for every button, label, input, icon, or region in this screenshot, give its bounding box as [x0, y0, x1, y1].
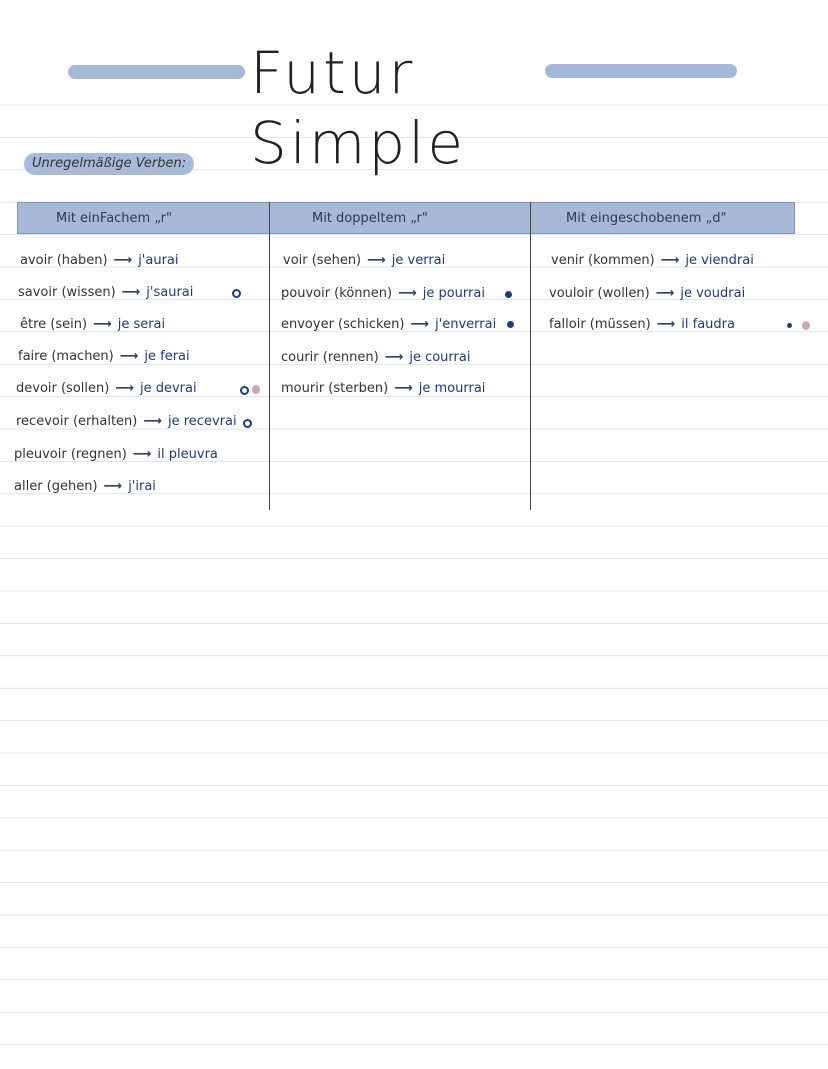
verb-future: je recevrai: [168, 414, 237, 429]
marker-dot-icon: [802, 321, 810, 330]
verb-infinitive: vouloir (wollen): [549, 286, 650, 301]
verb-infinitive: falloir (müssen): [549, 317, 651, 332]
verb-infinitive: mourir (sterben): [281, 381, 389, 396]
arrow-icon: ⟶: [143, 414, 162, 429]
verb-future: j'saurai: [146, 285, 194, 300]
title-underline-left: [68, 65, 245, 79]
table-header: [17, 202, 795, 234]
verb-infinitive: recevoir (erhalten): [16, 414, 138, 429]
arrow-icon: ⟶: [410, 317, 430, 332]
title-underline-right: [545, 64, 737, 78]
arrow-icon: ⟶: [103, 479, 123, 494]
verb-future: je pourrai: [422, 286, 485, 301]
arrow-icon: ⟶: [115, 381, 134, 396]
arrow-icon: ⟶: [655, 286, 675, 301]
verb-future: je voudrai: [680, 286, 746, 301]
verb-infinitive: voir (sehen): [283, 253, 362, 268]
list-item: [18, 282, 193, 304]
arrow-icon: ⟶: [398, 286, 417, 301]
marker-dot-icon: [252, 385, 260, 394]
column-header-double-r: Mit doppeltem „r": [312, 211, 428, 226]
list-item: [281, 378, 485, 400]
section-label: Unregelmäßige Verben:: [24, 153, 194, 175]
verb-future: il pleuvra: [157, 447, 218, 462]
list-item: [281, 283, 485, 305]
verb-future: j'enverrai: [435, 317, 497, 332]
verb-infinitive: devoir (sollen): [16, 381, 110, 396]
verb-future: il faudra: [681, 317, 735, 332]
verb-infinitive: envoyer (schicken): [281, 317, 405, 332]
column-header-single-r: Mit einFachem „r": [56, 211, 172, 226]
column-header-inserted-d: Mit eingeschobenem „d": [566, 211, 727, 226]
arrow-icon: ⟶: [132, 447, 152, 462]
marker-dot-icon: [243, 419, 252, 428]
verb-infinitive: pouvoir (können): [281, 286, 393, 301]
marker-dot-icon: [232, 289, 241, 298]
verb-future: j'aurai: [138, 253, 179, 268]
marker-dot-icon: [507, 321, 514, 328]
list-item: [549, 283, 745, 305]
arrow-icon: ⟶: [394, 381, 413, 396]
list-item: [281, 347, 470, 369]
list-item: [20, 314, 165, 336]
verb-infinitive: avoir (haben): [20, 253, 108, 268]
verb-future: je ferai: [144, 349, 190, 364]
verb-future: je viendrai: [685, 253, 754, 268]
list-item: [18, 346, 190, 368]
list-item: [14, 476, 156, 498]
verb-future: je verrai: [391, 253, 446, 268]
page-title: Futur Simple: [250, 39, 467, 177]
verb-infinitive: être (sein): [20, 317, 88, 332]
arrow-icon: ⟶: [384, 350, 404, 365]
arrow-icon: ⟶: [367, 253, 386, 268]
arrow-icon: ⟶: [113, 253, 133, 268]
column-divider: [269, 202, 270, 510]
verb-future: j'irai: [128, 479, 156, 494]
column-divider: [530, 202, 531, 510]
verb-infinitive: aller (gehen): [14, 479, 98, 494]
verb-infinitive: venir (kommen): [551, 253, 655, 268]
marker-dot-icon: [505, 291, 512, 298]
list-item: [551, 250, 754, 272]
list-item: [549, 314, 735, 336]
verb-infinitive: savoir (wissen): [18, 285, 116, 300]
verb-future: je courrai: [409, 350, 471, 365]
arrow-icon: ⟶: [93, 317, 112, 332]
list-item: [16, 378, 197, 400]
arrow-icon: ⟶: [121, 285, 141, 300]
verb-future: je devrai: [139, 381, 197, 396]
arrow-icon: ⟶: [119, 349, 139, 364]
arrow-icon: ⟶: [660, 253, 680, 268]
arrow-icon: ⟶: [656, 317, 676, 332]
list-item: [281, 314, 496, 336]
list-item: [14, 444, 218, 466]
verb-infinitive: faire (machen): [18, 349, 114, 364]
marker-dot-icon: [240, 386, 249, 395]
marker-dot-icon: [787, 323, 792, 328]
list-item: [283, 250, 445, 272]
verb-infinitive: courir (rennen): [281, 350, 379, 365]
verb-future: je mourrai: [418, 381, 486, 396]
verb-infinitive: pleuvoir (regnen): [14, 447, 127, 462]
verb-future: je serai: [117, 317, 166, 332]
list-item: [16, 411, 237, 433]
list-item: [20, 250, 179, 272]
